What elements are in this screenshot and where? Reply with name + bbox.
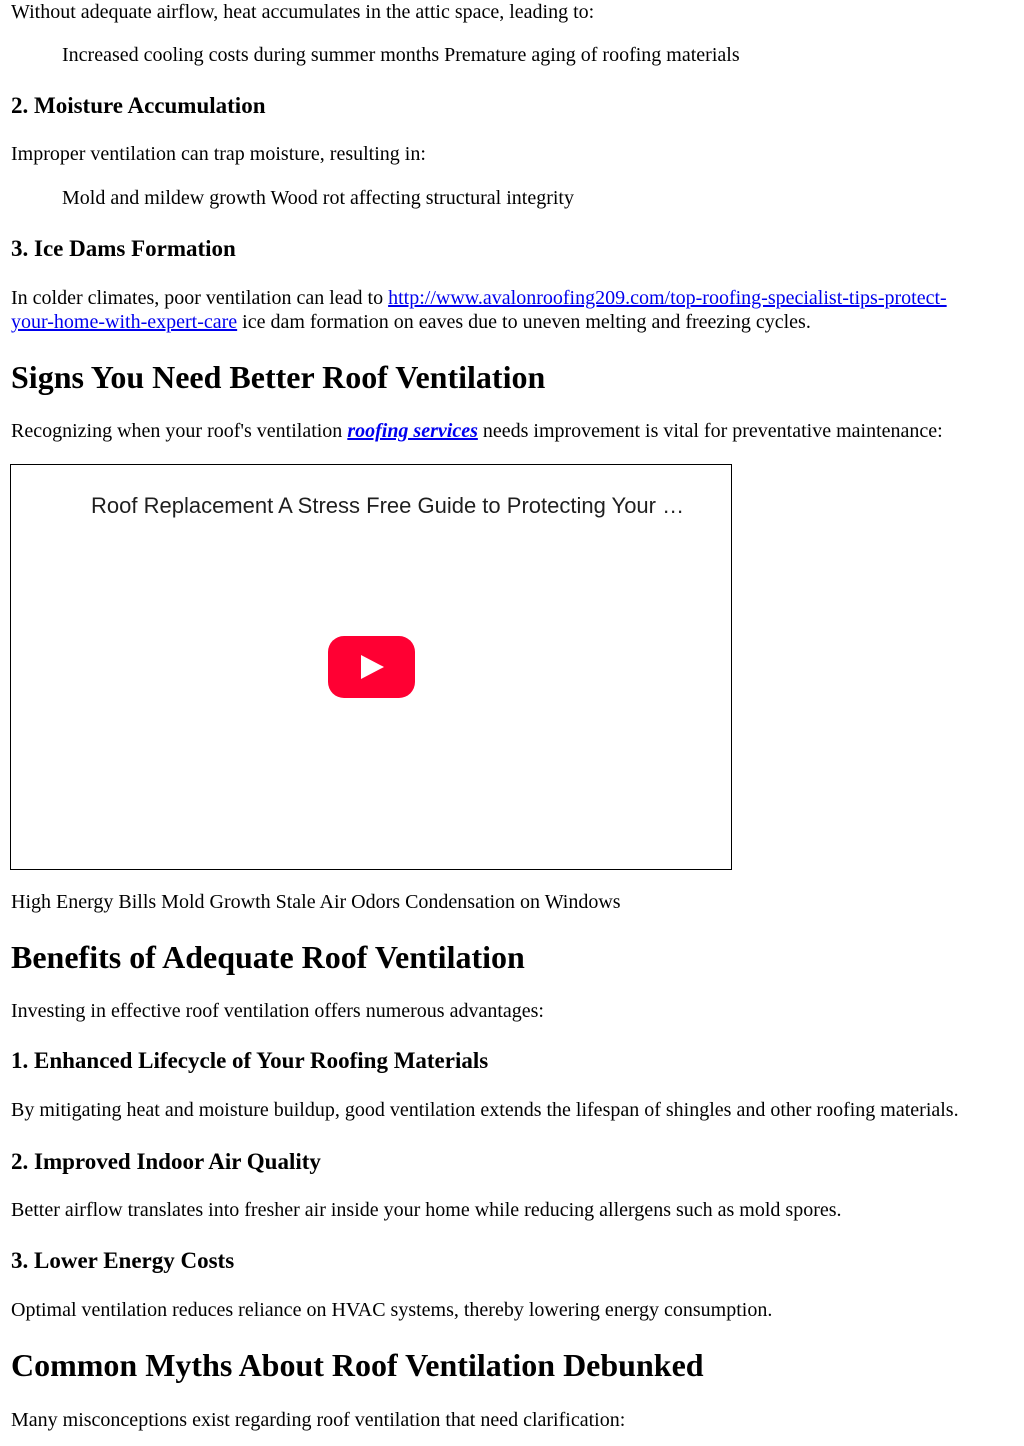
heat-effects-list: Increased cooling costs during summer months Premature aging of roofing materials (62, 44, 740, 66)
signs-list: High Energy Bills Mold Growth Stale Air Odors Condensation on Windows (11, 891, 621, 913)
avalon-roofing-link[interactable]: http://www.avalonroofing209.com/top-roofing-specialist-tips-protect-your-home-with-expert-care (11, 287, 947, 333)
myths-intro: Many misconceptions exist regarding roof ventilation that need clarification: (11, 1409, 626, 1431)
heat-intro-text: Without adequate airflow, heat accumulates in the attic space, leading to: (11, 1, 595, 23)
myths-heading: Common Myths About Roof Ventilation Debunked (11, 1347, 704, 1383)
benefit-heading-2: 2. Improved Indoor Air Quality (11, 1149, 321, 1174)
ice-dams-heading: 3. Ice Dams Formation (11, 236, 236, 261)
signs-text-before: Recognizing when your roof's ventilation (11, 420, 348, 442)
ice-dams-text-after: ice dam formation on eaves due to uneven melting and freezing cycles. (237, 311, 811, 333)
benefit-text-3: Optimal ventilation reduces reliance on HVAC systems, thereby lowering energy consumption. (11, 1299, 773, 1321)
video-title[interactable]: Roof Replacement A Stress Free Guide to Protecting Your … (91, 493, 685, 518)
benefits-heading: Benefits of Adequate Roof Ventilation (11, 939, 525, 975)
benefits-intro: Investing in effective roof ventilation offers numerous advantages: (11, 1000, 544, 1022)
roofing-services-link[interactable]: roofing services (347, 420, 478, 442)
signs-text-after: needs improvement is vital for preventative maintenance: (477, 420, 943, 442)
signs-paragraph (11, 419, 943, 443)
moisture-effects-list: Mold and mildew growth Wood rot affecting structural integrity (62, 187, 574, 209)
ice-dams-text-before: In colder climates, poor ventilation can lead to (11, 287, 389, 309)
video-embed[interactable] (10, 464, 732, 870)
play-icon (361, 655, 384, 679)
youtube-play-button[interactable] (328, 636, 415, 698)
benefit-heading-1: 1. Enhanced Lifecycle of Your Roofing Materials (11, 1048, 489, 1073)
benefit-heading-3: 3. Lower Energy Costs (11, 1248, 235, 1273)
benefit-text-1: By mitigating heat and moisture buildup, good ventilation extends the lifespan of shingles and other roofing materials. (11, 1099, 959, 1121)
signs-heading: Signs You Need Better Roof Ventilation (11, 359, 546, 395)
benefit-text-2: Better airflow translates into fresher air inside your home while reducing allergens such as mold spores. (11, 1199, 842, 1221)
ice-dams-paragraph (11, 286, 986, 334)
moisture-heading: 2. Moisture Accumulation (11, 93, 266, 118)
moisture-text: Improper ventilation can trap moisture, resulting in: (11, 143, 426, 165)
